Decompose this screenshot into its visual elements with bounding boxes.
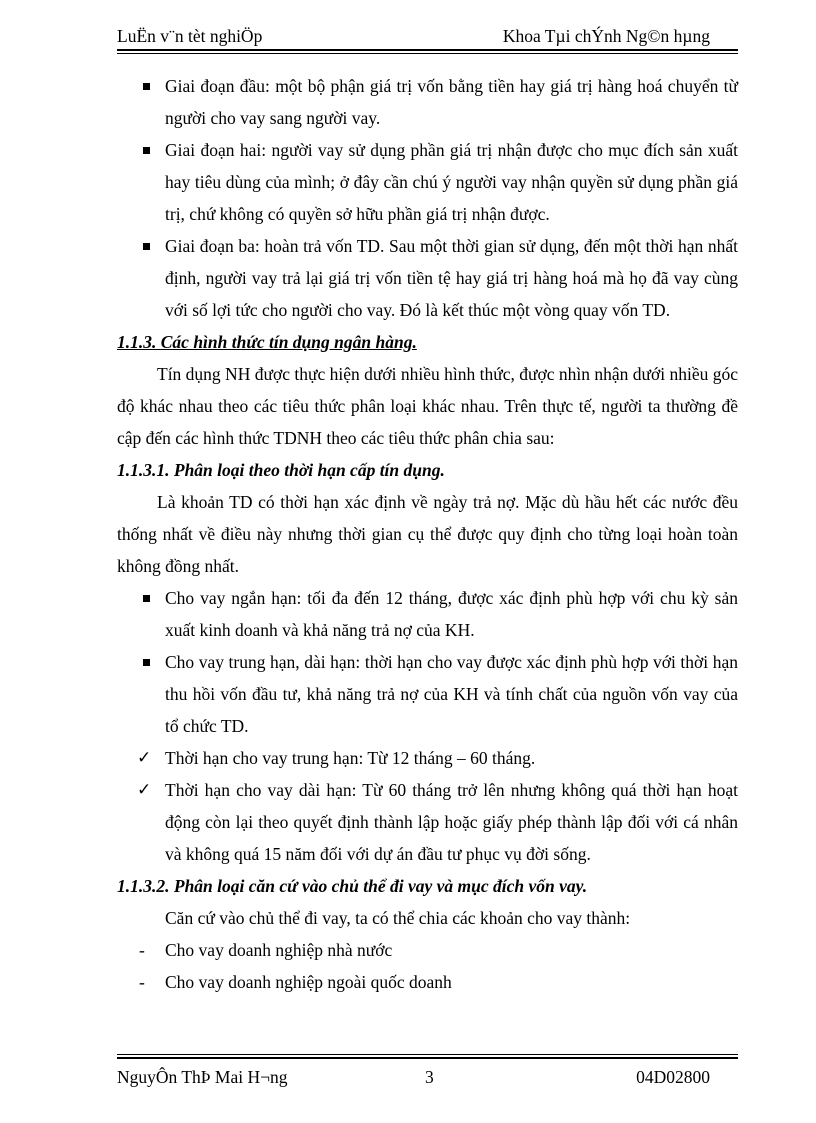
section-heading-1-1-3-1: 1.1.3.1. Phân loại theo thời hạn cấp tín dụng.	[117, 460, 445, 480]
header-faculty: Khoa Tµi chÝnh Ng©n hµng	[502, 26, 710, 46]
footer-rule-thin	[117, 1054, 738, 1055]
list-item	[117, 934, 738, 966]
list-item	[117, 774, 738, 870]
section-heading-1-1-3-2: 1.1.3.2. Phân loại căn cứ vào chủ thể đi vay và mục đích vốn vay.	[117, 876, 588, 896]
long-term-duration-text: Thời hạn cho vay dài hạn: Từ 60 tháng trở lên nhưng không quá thời hạn hoạt động còn lại theo quyết định thành lập hoặc giấy phép thành lập đối với cá nhân và không quá 15 năm đối với dự án đầu tư phục vụ đời sống.	[165, 780, 738, 864]
footer-rule-thick	[117, 1057, 738, 1059]
header-rule-thick	[117, 49, 738, 51]
section-heading-1-1-3: 1.1.3. Các hình thức tín dụng ngân hàng.	[117, 332, 417, 352]
medium-long-term-loan-text: Cho vay trung hạn, dài hạn: thời hạn cho vay được xác định phù hợp với thời hạn thu hồi vốn đầu tư, khả năng trả nợ của KH và tính chất của nguồn vốn vay của tổ chức TD.	[165, 652, 738, 736]
square-bullet-icon	[140, 646, 152, 678]
page-header	[117, 26, 738, 48]
dash-bullet: -	[139, 972, 145, 992]
stage-3-text: Giai đoạn ba: hoàn trả vốn TD. Sau một thời gian sử dụng, đến một thời hạn nhất định, người vay trả lại giá trị vốn tiền tệ hay giá trị hàng hoá mà họ đã vay cùng với số lợi tức cho người cho vay. Đó là kết thúc một vòng quay vốn TD.	[165, 236, 738, 320]
square-bullet-icon	[140, 134, 152, 166]
list-item	[117, 230, 738, 326]
dash-bullet: -	[139, 940, 145, 960]
footer-author: NguyÔn ThÞ Mai H¬ng	[117, 1067, 288, 1087]
square-bullet-icon	[140, 582, 152, 614]
square-bullet-icon	[140, 230, 152, 262]
stage-2-text: Giai đoạn hai: người vay sử dụng phần giá trị nhận được cho mục đích sản xuất hay tiêu dùng của mình; ở đây cần chú ý người vay nhận quyền sử dụng phần giá trị, chứ không có quyền sở hữu phần giá trị nhận được.	[165, 140, 738, 224]
checkmark-icon: ✓	[137, 748, 152, 767]
list-item	[117, 742, 738, 774]
stage-1-text: Giai đoạn đầu: một bộ phận giá trị vốn bằng tiền hay giá trị hàng hoá chuyển từ người cho vay sang người vay.	[165, 76, 738, 128]
section-paragraph: Là khoản TD có thời hạn xác định về ngày trả nợ. Mặc dù hầu hết các nước đều thống nhất về điều này nhưng thời gian cụ thể được quy định cho từng loại hoàn toàn không đồng nhất.	[117, 492, 738, 576]
medium-term-duration-text: Thời hạn cho vay trung hạn: Từ 12 tháng – 60 tháng.	[165, 748, 536, 768]
page-footer	[117, 1067, 738, 1089]
list-item	[117, 134, 738, 230]
section-paragraph: Tín dụng NH được thực hiện dưới nhiều hình thức, được nhìn nhận dưới nhiều góc độ khác nhau theo các tiêu thức phân loại khác nhau. Trên thực tế, người ta thường đề cập đến các hình thức TDNH theo các tiêu thức phân chia sau:	[117, 364, 738, 448]
page-body	[117, 70, 738, 998]
list-item	[117, 70, 738, 134]
checkmark-icon: ✓	[137, 780, 152, 799]
short-term-loan-text: Cho vay ngắn hạn: tối đa đến 12 tháng, được xác định phù hợp với chu kỳ sản xuất kinh doanh và khả năng trả nợ của KH.	[165, 588, 738, 640]
header-thesis-title: LuËn v¨n tèt nghiÖp	[117, 26, 263, 46]
footer-student-code: 04D02800	[636, 1067, 710, 1087]
list-item	[117, 646, 738, 742]
dash-item-text: Cho vay doanh nghiệp ngoài quốc doanh	[165, 972, 452, 992]
dash-item-text: Cho vay doanh nghiệp nhà nước	[165, 940, 393, 960]
footer-page-number: 3	[425, 1067, 434, 1087]
list-item	[117, 582, 738, 646]
list-item	[117, 966, 738, 998]
header-rule-thin	[117, 53, 738, 54]
section-paragraph: Căn cứ vào chủ thể đi vay, ta có thể chia các khoản cho vay thành:	[165, 908, 631, 928]
square-bullet-icon	[140, 70, 152, 102]
